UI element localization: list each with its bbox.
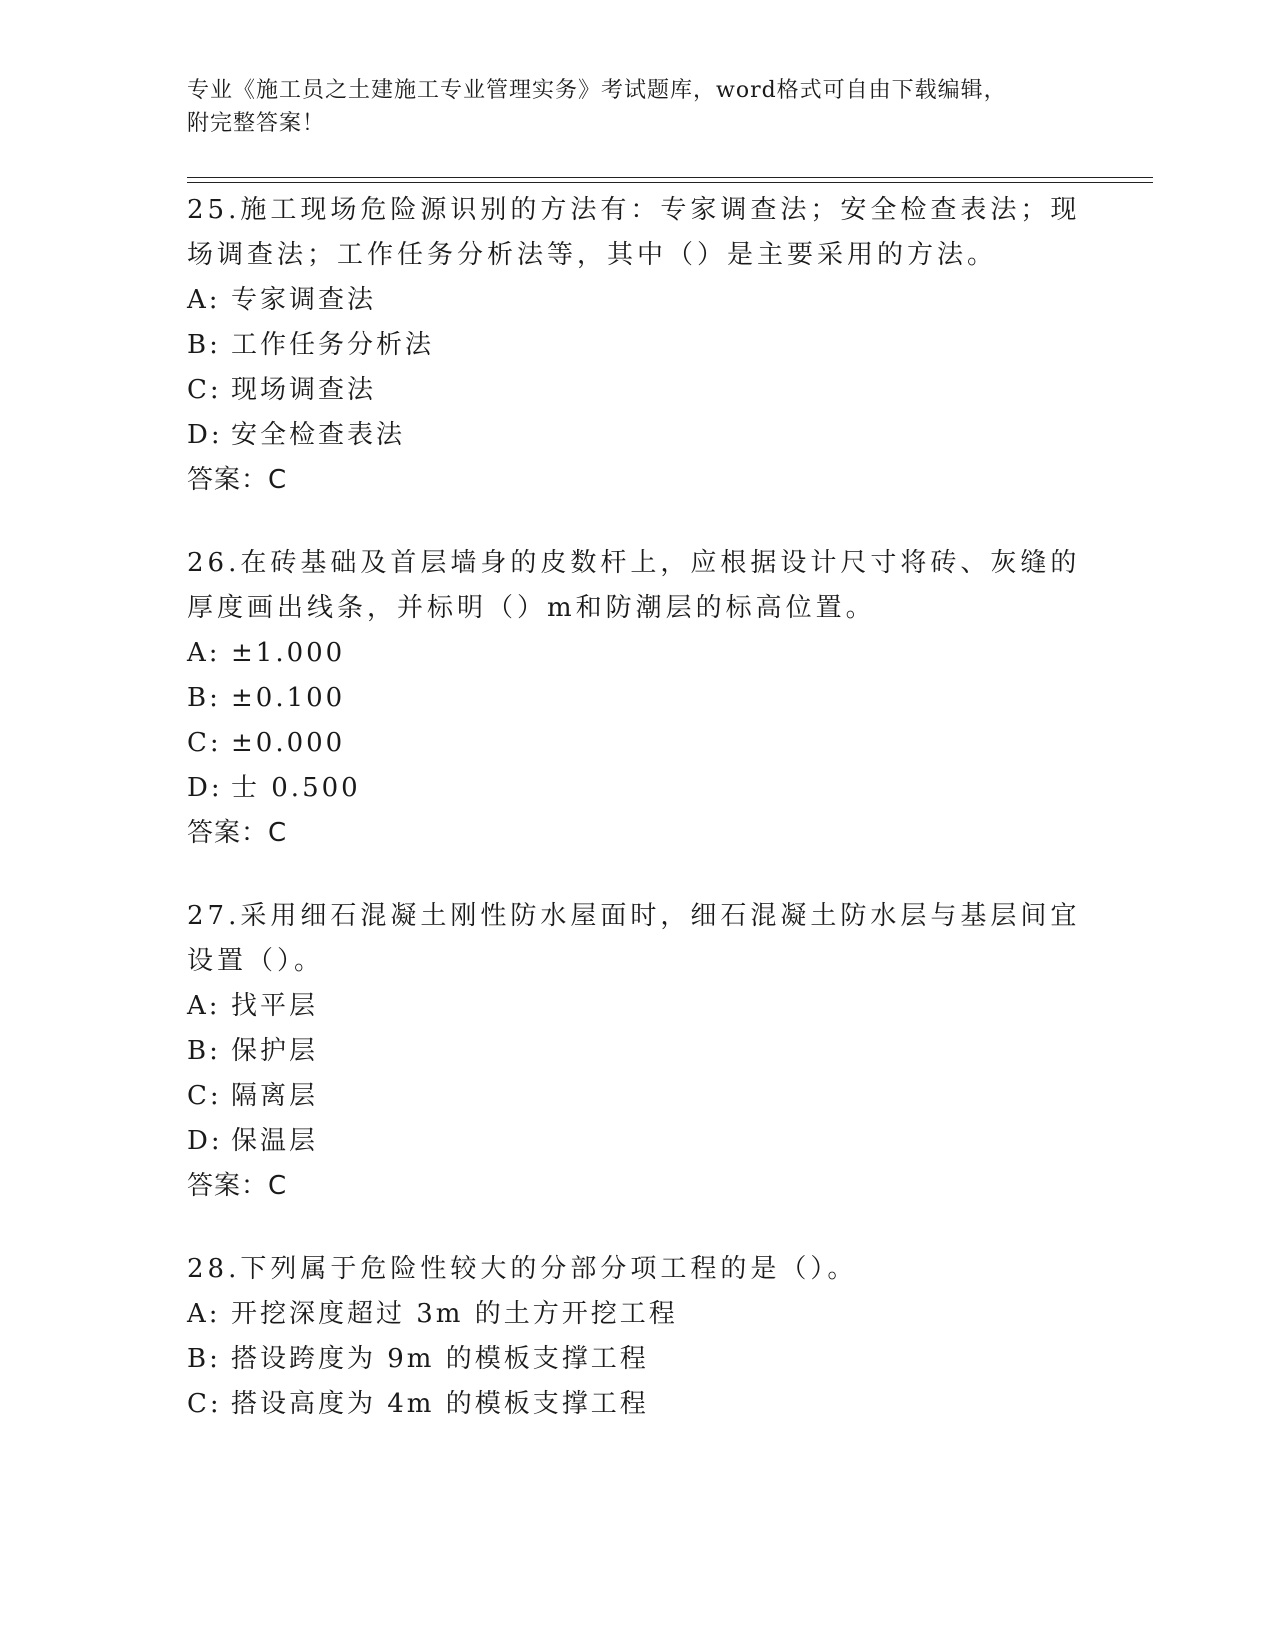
option-letter: B: [187,1344,221,1374]
question-25 [187,188,1087,503]
question-28 [187,1247,1087,1427]
option-d [187,766,1087,811]
header-divider-bottom [187,182,1153,183]
question-text: 26.在砖基础及首层墙身的皮数杆上，应根据设计尺寸将砖、灰缝的厚度画出线条，并标明（）m和防潮层的标高位置。 [187,548,1081,623]
option-text: 找平层 [231,991,319,1021]
option-a [187,631,1087,676]
option-text: 专家调查法 [231,285,377,315]
option-b [187,676,1087,721]
option-c [187,1382,1087,1427]
header-divider-top [187,177,1153,178]
option-text: 工作任务分析法 [231,330,435,360]
option-b [187,1029,1087,1074]
option-b [187,1337,1087,1382]
question-text: 27.采用细石混凝土刚性防水屋面时，细石混凝土防水层与基层间宜设置（）。 [187,901,1081,976]
option-letter: D: [187,420,223,450]
option-letter: B: [187,683,221,713]
answer-line [187,458,1087,503]
option-letter: A: [187,638,221,668]
option-text: 保护层 [231,1036,319,1066]
option-text: 保温层 [231,1126,319,1156]
option-a [187,278,1087,323]
option-d [187,1119,1087,1164]
option-text: 开挖深度超过 3m 的土方开挖工程 [231,1299,678,1329]
option-letter: A: [187,285,221,315]
option-text: 士 0.500 [231,773,361,803]
answer-value: C [268,465,287,495]
answer-label: 答案： [187,1171,269,1201]
option-text: ±0.100 [231,683,346,713]
header-line-1: 专业《施工员之土建施工专业管理实务》考试题库，word格式可自由下载编辑， [187,78,1007,103]
answer-label: 答案： [187,818,269,848]
answer-line [187,1164,1087,1209]
question-list [187,188,1087,1465]
question-27 [187,894,1087,1209]
header-line-2: 附完整答案！ [187,111,326,136]
option-a [187,984,1087,1029]
option-letter: C: [187,1389,222,1419]
option-text: ±0.000 [231,728,346,758]
answer-value: C [268,818,287,848]
question-text: 25.施工现场危险源识别的方法有：专家调查法；安全检查表法；现场调查法；工作任务分析法等，其中（）是主要采用的方法。 [187,195,1081,270]
option-c [187,1074,1087,1119]
option-text: 搭设跨度为 9m 的模板支撑工程 [231,1344,649,1374]
answer-line [187,811,1087,856]
option-text: 安全检查表法 [231,420,406,450]
option-text: ±1.000 [231,638,346,668]
answer-value: C [268,1171,287,1201]
option-d [187,413,1087,458]
option-letter: B: [187,1036,221,1066]
option-letter: C: [187,1081,222,1111]
option-b [187,323,1087,368]
option-letter: A: [187,991,221,1021]
option-text: 搭设高度为 4m 的模板支撑工程 [231,1389,649,1419]
option-c [187,368,1087,413]
option-text: 现场调查法 [231,375,377,405]
option-letter: D: [187,773,223,803]
question-26 [187,541,1087,856]
option-letter: B: [187,330,221,360]
answer-label: 答案： [187,465,269,495]
option-text: 隔离层 [231,1081,319,1111]
document-header [187,74,1067,140]
option-letter: A: [187,1299,221,1329]
option-letter: D: [187,1126,223,1156]
option-letter: C: [187,375,222,405]
question-text: 28.下列属于危险性较大的分部分项工程的是（）。 [187,1254,858,1284]
option-a [187,1292,1087,1337]
option-c [187,721,1087,766]
option-letter: C: [187,728,222,758]
